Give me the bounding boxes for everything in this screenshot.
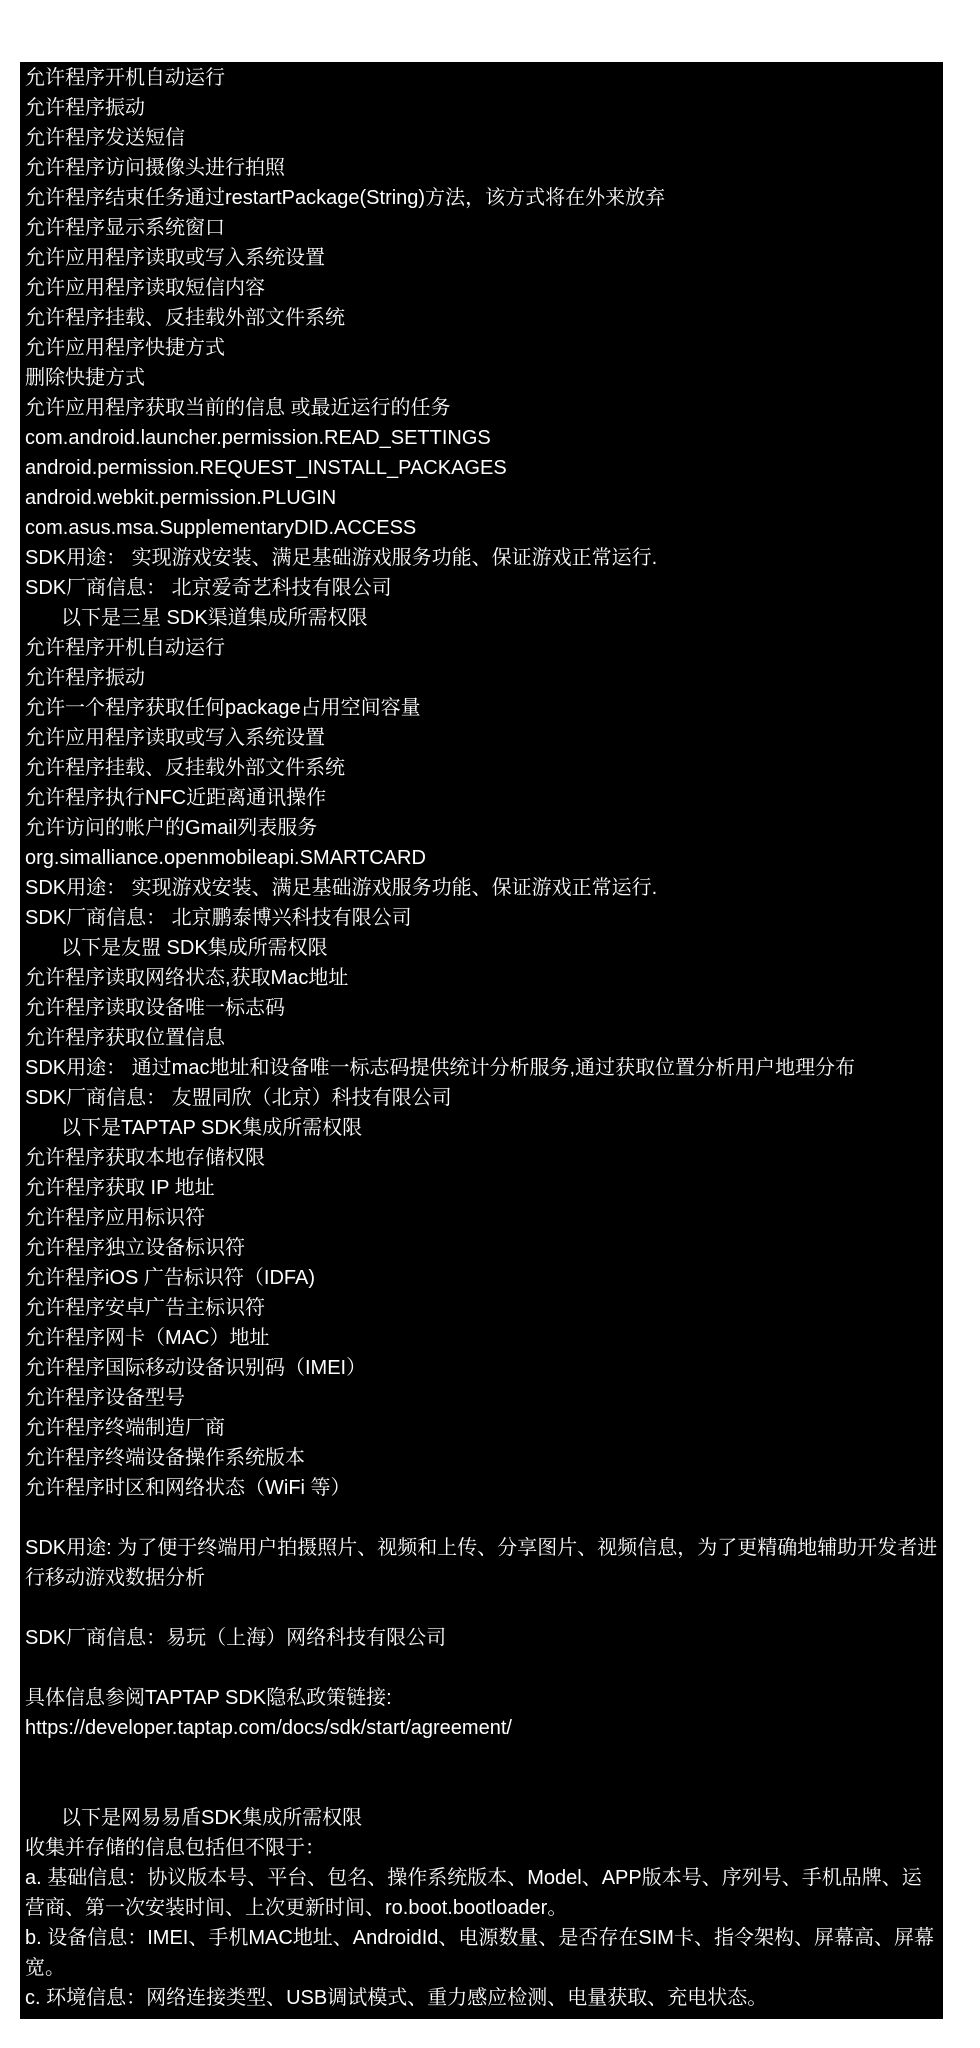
text-line: android.permission.REQUEST_INSTALL_PACKAGES bbox=[25, 457, 507, 479]
text-line: 允许程序网卡（MAC）地址 bbox=[25, 1327, 270, 1349]
text-line: 允许程序获取位置信息 bbox=[25, 1027, 225, 1049]
text-line: 允许程序时区和网络状态（WiFi 等） bbox=[25, 1477, 351, 1499]
text-line: 允许程序挂载、反挂载外部文件系统 bbox=[25, 307, 345, 329]
text-line: 具体信息参阅TAPTAP SDK隐私政策链接: bbox=[25, 1687, 392, 1709]
blank-line bbox=[25, 1503, 941, 1533]
text-line: SDK用途: 为了便于终端用户拍摄照片、视频和上传、分享图片、视频信息，为了更精确地辅助开发者进行移动游戏数据分析 bbox=[25, 1537, 938, 1589]
text-line: b. 设备信息：IMEI、手机MAC地址、AndroidId、电源数量、是否存在SIM卡、指令架构、屏幕高、屏幕宽。 bbox=[25, 1927, 934, 1979]
text-line: 允许程序访问摄像头进行拍照 bbox=[25, 157, 285, 179]
text-line: 允许程序开机自动运行 bbox=[25, 67, 225, 89]
text-line: org.simalliance.openmobileapi.SMARTCARD bbox=[25, 847, 426, 869]
text-line: 允许程序执行NFC近距离通讯操作 bbox=[25, 787, 327, 809]
section-heading: 以下是网易易盾SDK集成所需权限 bbox=[61, 1807, 363, 1829]
text-line: 允许应用程序读取短信内容 bbox=[25, 277, 265, 299]
text-line: 允许应用程序快捷方式 bbox=[25, 337, 225, 359]
text-line: 允许程序获取 IP 地址 bbox=[25, 1177, 215, 1199]
text-line: c. 环境信息：网络连接类型、USB调试模式、重力感应检测、电量获取、充电状态。 bbox=[25, 1987, 768, 2009]
text-line: 允许应用程序读取或写入系统设置 bbox=[25, 727, 325, 749]
text-line: 允许应用程序读取或写入系统设置 bbox=[25, 247, 325, 269]
text-line: 允许程序读取设备唯一标志码 bbox=[25, 997, 285, 1019]
text-line: 收集并存储的信息包括但不限于： bbox=[25, 1837, 325, 1859]
text-lines-container bbox=[25, 63, 941, 2013]
text-line: com.asus.msa.SupplementaryDID.ACCESS bbox=[25, 517, 417, 539]
text-line: 允许程序振动 bbox=[25, 97, 145, 119]
text-line: 允许程序iOS 广告标识符（IDFA) bbox=[25, 1267, 316, 1289]
text-line: 允许程序终端制造厂商 bbox=[25, 1417, 225, 1439]
text-line: 允许程序振动 bbox=[25, 667, 145, 689]
text-line: android.webkit.permission.PLUGIN bbox=[25, 487, 337, 509]
permission-text-panel bbox=[20, 62, 943, 2019]
text-line: 删除快捷方式 bbox=[25, 367, 145, 389]
text-line: 允许程序结束任务通过restartPackage(String)方法，该方式将在外来放弃 bbox=[25, 187, 666, 209]
section-heading: 以下是TAPTAP SDK集成所需权限 bbox=[61, 1117, 363, 1139]
blank-line bbox=[25, 1743, 941, 1773]
text-line: 允许程序国际移动设备识别码（IMEI） bbox=[25, 1357, 367, 1379]
text-line: 允许程序安卓广告主标识符 bbox=[25, 1297, 265, 1319]
text-line: 允许程序显示系统窗口 bbox=[25, 217, 225, 239]
section-heading: 以下是三星 SDK渠道集成所需权限 bbox=[61, 607, 368, 629]
text-line: 允许程序获取本地存储权限 bbox=[25, 1147, 265, 1169]
text-line: 允许应用程序获取当前的信息 或最近运行的任务 bbox=[25, 397, 451, 419]
text-line: SDK厂商信息： 友盟同欣（北京）科技有限公司 bbox=[25, 1087, 452, 1109]
section-heading: 以下是友盟 SDK集成所需权限 bbox=[61, 937, 328, 959]
text-line: 允许一个程序获取任何package占用空间容量 bbox=[25, 697, 421, 719]
text-line: 允许程序独立设备标识符 bbox=[25, 1237, 245, 1259]
text-line: SDK厂商信息： 北京爱奇艺科技有限公司 bbox=[25, 577, 392, 599]
text-line: 允许程序终端设备操作系统版本 bbox=[25, 1447, 305, 1469]
text-line: SDK用途： 实现游戏安装、满足基础游戏服务功能、保证游戏正常运行. bbox=[25, 547, 658, 569]
blank-line bbox=[25, 1593, 941, 1623]
text-line: SDK用途： 通过mac地址和设备唯一标志码提供统计分析服务,通过获取位置分析用户地理分布 bbox=[25, 1057, 856, 1079]
text-line: 允许访问的帐户的Gmail列表服务 bbox=[25, 817, 318, 839]
text-line: com.android.launcher.permission.READ_SETTINGS bbox=[25, 427, 491, 449]
text-line: 允许程序设备型号 bbox=[25, 1387, 185, 1409]
text-line: 允许程序发送短信 bbox=[25, 127, 185, 149]
text-line: 允许程序应用标识符 bbox=[25, 1207, 205, 1229]
policy-url-text: https://developer.taptap.com/docs/sdk/start/agreement/ bbox=[25, 1717, 512, 1739]
text-line: 允许程序挂载、反挂载外部文件系统 bbox=[25, 757, 345, 779]
text-line: SDK厂商信息： 北京鹏泰博兴科技有限公司 bbox=[25, 907, 412, 929]
blank-line bbox=[25, 1653, 941, 1683]
text-line: 允许程序读取网络状态,获取Mac地址 bbox=[25, 967, 349, 989]
blank-line bbox=[25, 1773, 941, 1803]
text-line: 允许程序开机自动运行 bbox=[25, 637, 225, 659]
text-line: a. 基础信息：协议版本号、平台、包名、操作系统版本、Model、APP版本号、序列号、手机品牌、运营商、第一次安装时间、上次更新时间、ro.boot.bootloader。 bbox=[25, 1867, 922, 1919]
text-line: SDK用途： 实现游戏安装、满足基础游戏服务功能、保证游戏正常运行. bbox=[25, 877, 658, 899]
text-line: SDK厂商信息：易玩（上海）网络科技有限公司 bbox=[25, 1627, 447, 1649]
